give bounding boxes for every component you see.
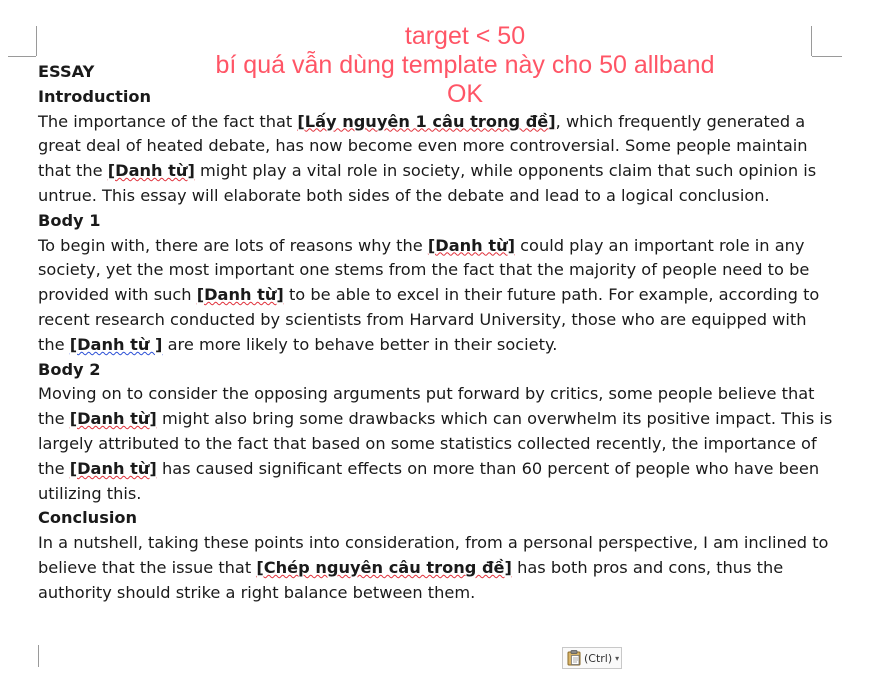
essay-title: ESSAY — [38, 62, 95, 81]
placeholder-noun: [Danh từ ] — [69, 334, 163, 354]
body2-text-1: Moving on to consider the opposing arguments put forward by critics, some people believe that the — [38, 384, 815, 429]
body1-heading: Body 1 — [38, 210, 101, 230]
placeholder-question-sentence: [Chép nguyên câu trong đề] — [256, 557, 512, 577]
annotation-note: bí quá vẫn dùng template này cho 50 allband — [215, 51, 715, 79]
conclusion-paragraph[interactable] — [38, 531, 838, 605]
body1-text-1: To begin with, there are lots of reasons why the — [38, 235, 428, 255]
paste-options-button[interactable] — [562, 647, 622, 669]
document-page[interactable] — [38, 60, 838, 606]
placeholder-noun: [Danh từ] — [107, 161, 195, 181]
introduction-paragraph[interactable] — [38, 110, 838, 209]
clipboard-icon — [567, 650, 581, 666]
chevron-down-icon: ▾ — [615, 653, 620, 663]
conclusion-heading: Conclusion — [38, 508, 138, 528]
placeholder-noun: [Danh từ] — [196, 285, 284, 305]
intro-text-2: , which frequently generated a great deal of heated debate, has now become even more controversial. Some people maintain that the — [38, 111, 808, 181]
placeholder-noun: [Danh từ] — [69, 409, 157, 429]
body2-heading: Body 2 — [38, 359, 101, 379]
placeholder-noun: [Danh từ] — [427, 235, 515, 255]
annotation-overlay — [150, 22, 780, 109]
body1-text-3: to be able to excel in their future path. For example, according to recent research conducted by scientists from Harvard University, those who are equipped with the — [38, 285, 820, 354]
crop-mark-top-left-vertical — [36, 26, 37, 56]
annotation-ok: OK — [446, 80, 484, 108]
placeholder-question-sentence: [Lấy nguyên 1 câu trong đề] — [297, 111, 556, 131]
body1-paragraph[interactable] — [38, 234, 838, 358]
body2-text-2: might also bring some drawbacks which can overwhelm its positive impact. This is largely attributed to the fact that based on some statistics collected recently, the importance of the — [38, 409, 833, 478]
crop-mark-top-left — [8, 56, 36, 57]
intro-text-1: The importance of the fact that — [38, 111, 298, 131]
body1-text-2: could play an important role in any society, yet the most important one stems from the fact that the majority of people need to be provided with such — [38, 235, 810, 305]
crop-mark-top-right-vertical — [811, 26, 812, 56]
placeholder-noun: [Danh từ] — [69, 458, 157, 478]
introduction-heading: Introduction — [38, 86, 152, 106]
body2-text-3: has caused significant effects on more than 60 percent of people who have been utilizing this. — [38, 458, 820, 503]
paste-options-label: (Ctrl) — [584, 651, 613, 665]
conclusion-text-2: has both pros and cons, thus the authority should strike a right balance between them. — [38, 557, 784, 602]
body1-text-4: are more likely to behave better in their society. — [162, 334, 558, 354]
crop-mark-bottom-left — [38, 645, 39, 667]
body2-paragraph[interactable] — [38, 382, 838, 506]
crop-mark-top-right — [812, 56, 842, 57]
conclusion-text-1: In a nutshell, taking these points into consideration, from a personal perspective, I am inclined to believe that the issue that — [38, 533, 829, 577]
intro-text-3: might play a vital role in society, while opponents claim that such opinion is untrue. This essay will elaborate both sides of the debate and lead to a logical conclusion. — [38, 161, 817, 205]
annotation-target: target < 50 — [404, 22, 526, 50]
